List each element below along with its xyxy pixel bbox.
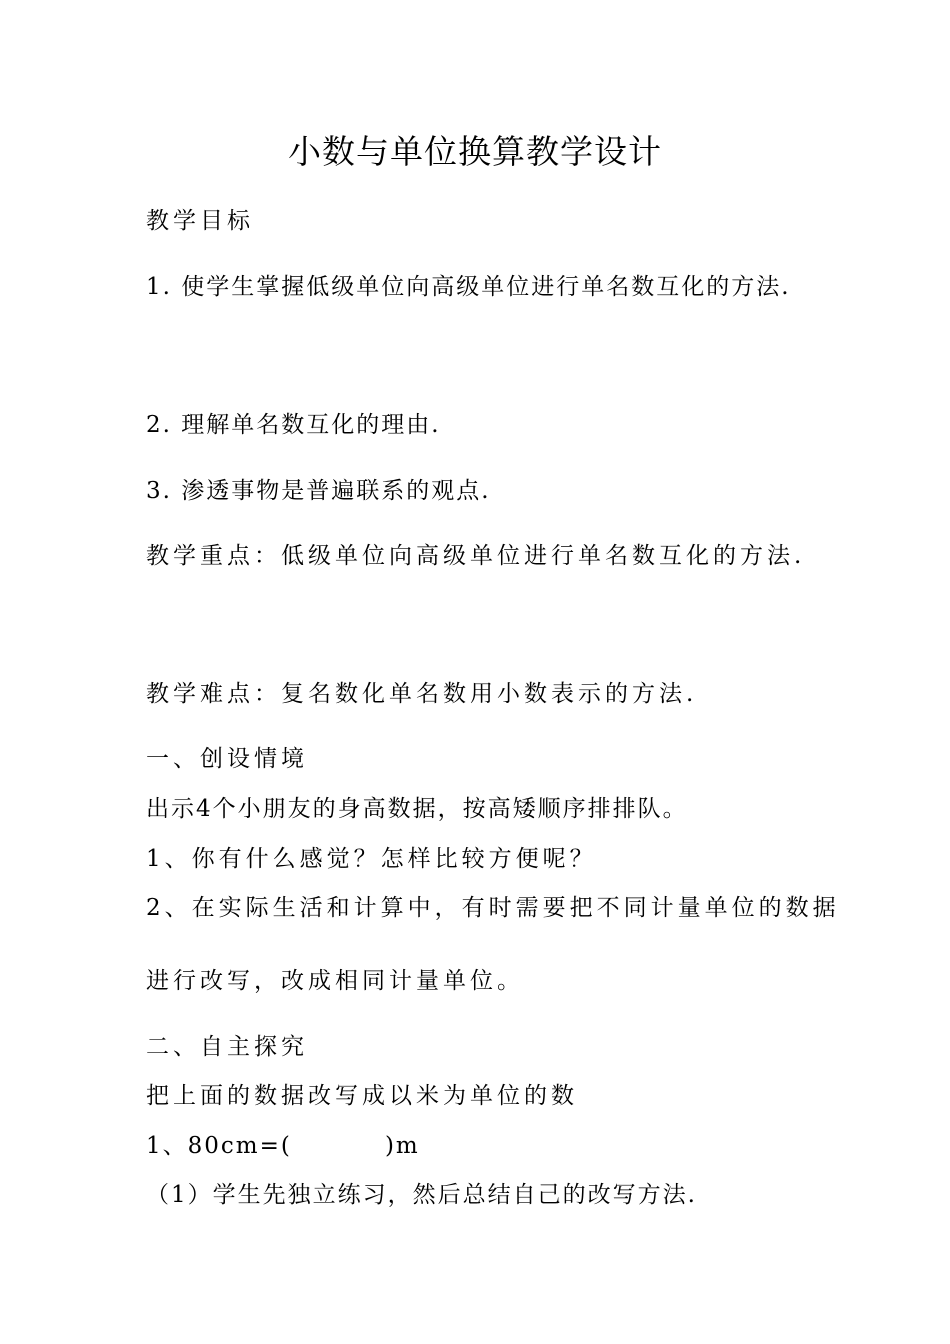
- paragraph-line: 出示4个小朋友的身高数据，按高矮顺序排排队。: [146, 796, 688, 822]
- exercise-1: 1、80cm=( )m: [146, 1133, 420, 1159]
- paragraph-line: 把上面的数据改写成以米为单位的数: [146, 1083, 578, 1109]
- document-title: 小数与单位换算教学设计: [288, 132, 662, 171]
- section-heading-explore: 二、自主探究: [146, 1034, 308, 1060]
- exercise-1-step-1: （1）学生先独立练习，然后总结自己的改写方法.: [146, 1182, 697, 1208]
- section-heading-objectives: 教学目标: [146, 208, 254, 234]
- key-point: 教学重点：低级单位向高级单位进行单名数互化的方法.: [146, 543, 806, 569]
- question-1: 1、你有什么感觉？怎样比较方便呢？: [146, 846, 597, 872]
- difficult-point: 教学难点：复名数化单名数用小数表示的方法.: [146, 681, 698, 707]
- objective-1: 1. 使学生掌握低级单位向高级单位进行单名数互化的方法.: [146, 274, 791, 300]
- question-2-continued: 进行改写，改成相同计量单位。: [146, 968, 524, 994]
- section-heading-situation: 一、创设情境: [146, 746, 308, 772]
- question-2: 2、在实际生活和计算中，有时需要把不同计量单位的数据: [146, 895, 840, 921]
- objective-3: 3. 渗透事物是普遍联系的观点.: [146, 478, 491, 504]
- objective-2: 2. 理解单名数互化的理由.: [146, 412, 441, 438]
